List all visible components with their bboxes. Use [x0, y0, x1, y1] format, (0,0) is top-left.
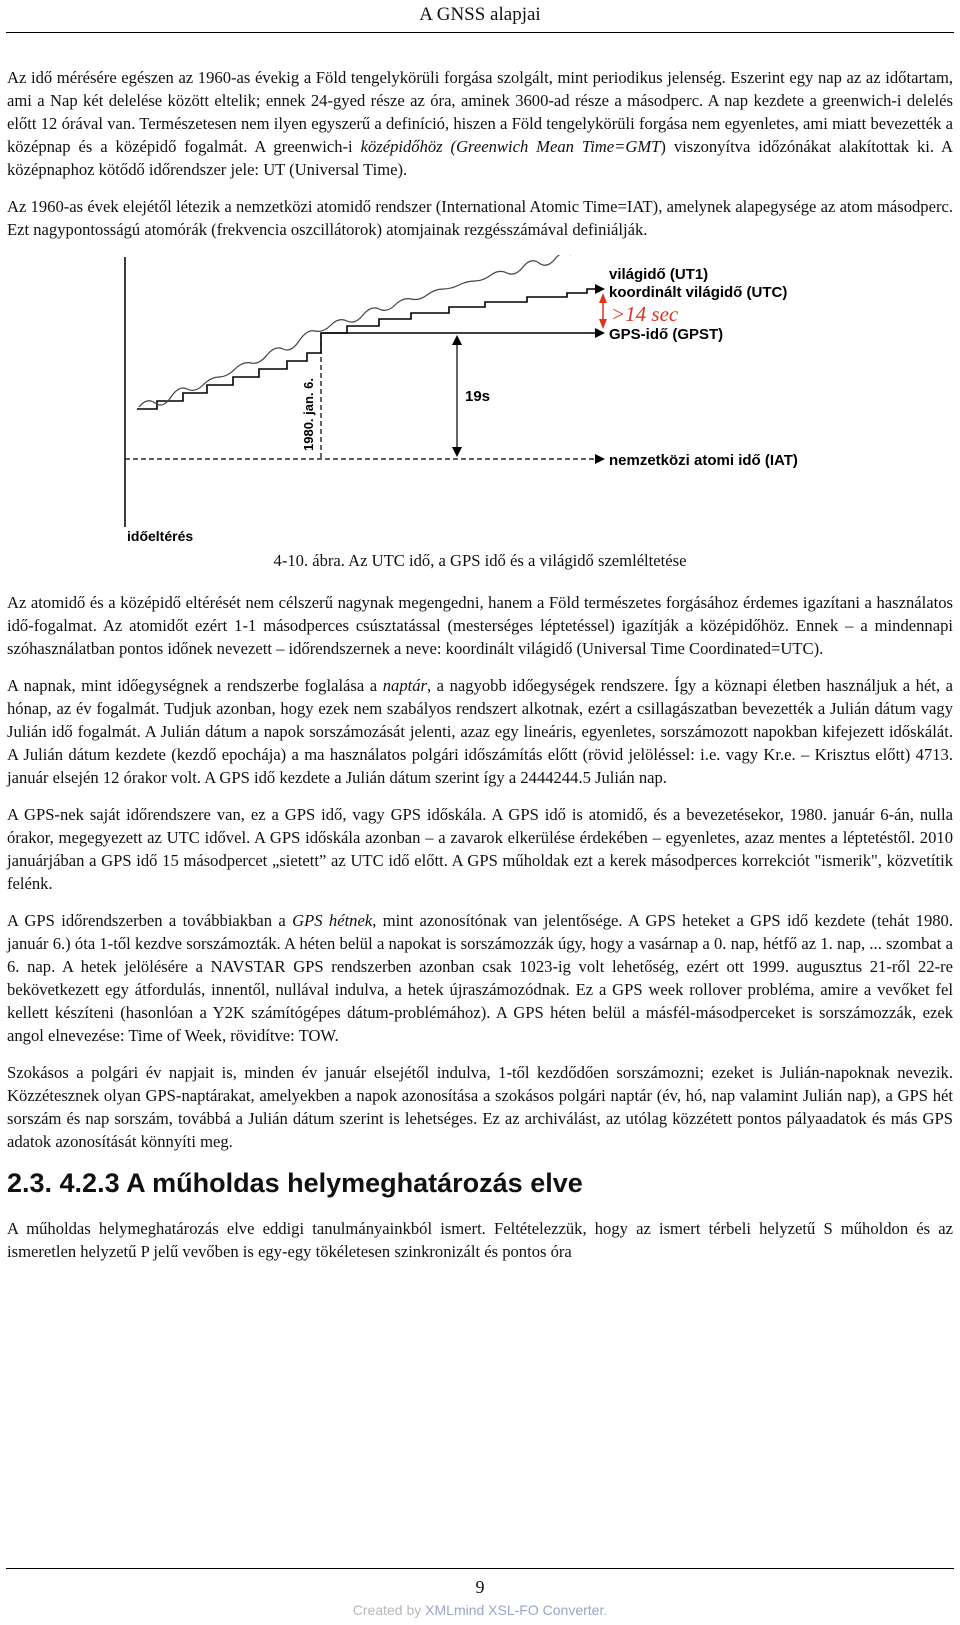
- paragraph-gps-week: [7, 909, 953, 1047]
- footer-rule: [6, 1568, 954, 1569]
- page-number: 9: [475, 1577, 485, 1597]
- label-iat: nemzetközi atomi idő (IAT): [609, 452, 798, 469]
- text-run: Az idő mérésére egészen az 1960-as évekig a Föld tengelykörüli forgása szolgált, mint periodikus jelenség. Eszerint egy nap az az időtartam, ami a Nap két delelése között eltelik; ennek 24-gyed része az óra, aminek 3600-ad része a másodperc. A nap kezdete a greenwich-i delelés előtt 12 órával van. Természetesen nem ilyen egyszerű a definíció, hiszen a Föld tengelykörüli forgása nem egyenletes, ami miatt bevezették a középnap és a középidő fogalmát. A greenwich-i: [7, 68, 953, 156]
- paragraph-time-history: [7, 66, 953, 181]
- italic-term-gmt: középidőhöz (Greenwich Mean Time=GMT: [360, 137, 661, 156]
- gpst-arrow-icon: [595, 328, 605, 338]
- creator-credit[interactable]: [0, 1602, 960, 1618]
- creator-text: Created by: [352, 1602, 426, 1618]
- diff-down-arrow-icon: [599, 319, 607, 329]
- utc-arrow-icon: [595, 284, 605, 294]
- paragraph-atomic-time: Az 1960-as évek elejétől létezik a nemzetközi atomidő rendszer (International Atomic Time=IAT), amelynek alapegysége az atom másodperc. Ezt nagypontosságú atomórák (frekvencia oszcillátorok) atomjainak rezgésszámával definiálják.: [7, 197, 953, 239]
- paragraph-julian: [7, 674, 953, 789]
- iat-arrow-icon: [595, 454, 605, 464]
- text-run: , mint azonosítónak van jelentősége. A GPS heteket a GPS idő kezdete (tehát 1980. január 6.) óta 1-től kezdve sorszámozták. A héten belül a napokat is sorszámozzák úgy, hogy a vasárnap a 0. nap, hétfő az 1. nap, ... szombat a 6. nap. A hetek jelölésére a NAVSTAR GPS rendszerben azonban csak 1023-ig volt lehetőség, ezért ott 1999. augusztus 21-ről 22-re bekövetkezett egy átfordulás, innentől, nullával indulva, a hetek újraszámozódnak. Ez a GPS week rollover probléma, amire a vevőket fel kellett készíteni (hasonlóan a Y2K számítógépes dátum-problémához). A GPS héten belül a másfél-másodperceket is sorszámozzák, ezek angol elnevezése: Time of Week, rövidítve: TOW.: [7, 911, 954, 1045]
- label-gpst: GPS-idő (GPST): [609, 326, 724, 343]
- paragraph-gps-time: A GPS-nek saját időrendszere van, ez a GPS idő, vagy GPS időskála. A GPS idő is atomidő, és a bevezetésekor, 1980. január 6-án, nulla órakor, megegyezett az UTC idővel. A GPS időskála azonban – a zavarok elkerülése érdekében – egyenletes, azaz mentes a léptetéstől. 2010 januárjában a GPS idő 15 másodpercet „sietett” az UTC idő előtt. A GPS műholdak ezt a kerek másodperces korrekciót "ismerik", közvetítik felénk.: [7, 805, 953, 893]
- paragraph-positioning: A műholdas helymeghatározás elve eddigi tanulmányainkból ismert. Feltételezzük, hogy az ismert térbeli helyzetű S műholdon és az ismeretlen helyzetű P jelű vevőben is egy-egy tökéletesen szinkronizált és pontos óra: [7, 1219, 953, 1261]
- text-run: A GPS időrendszerben a továbbiakban a: [7, 911, 293, 930]
- creator-brand-link[interactable]: XMLmind XSL-FO Converter: [425, 1602, 604, 1618]
- italic-term-naptar: naptár: [382, 676, 427, 695]
- down-arrow-icon: [452, 447, 462, 457]
- ut1-wavy-line: [139, 255, 571, 407]
- text-run: ) viszonyítva időzónákat alakítottak ki. A középnaphoz kötődő időrendszer jele: UT (Universal Time).: [7, 137, 953, 179]
- paragraph-utc: Az atomidő és a középidő eltérését nem célszerű nagynak megengedni, hanem a Föld természetes forgásához érdemes igazítani a használatos idő-fogalmat. Az atomidőt ezért 1-1 másodperces csúsztatással (mesterséges léptetéssel) igazítják a középidőhöz. Ennek – a mindennapi szóhasználatban pontos időnek nevezett – időrendszernek a neve: koordinált világidő (Universal Time Coordinated=UTC).: [7, 593, 953, 658]
- label-axis: időeltérés: [127, 528, 194, 544]
- time-scale-diagram: [7, 255, 947, 545]
- label-19s: 19s: [465, 388, 491, 405]
- paragraph-calendar: Szokásos a polgári év napjait is, minden év január elsejétől indulva, 1-től kezdődően sorszámozni; ezeket is Julián-napoknak nevezik. Közzétesznek olyan GPS-naptárakat, amelyekben a napok azonosítása a szokásos polgári naptár (év, hó, nap valamint Julián nap), a GPS hét sorszám és nap sorszám, továbbá a Julián dátum szerint is lehetséges. Ez az archiválást, az utólag közzétett pontos pályaadatok és más GPS adatok azonosítását könnyíti meg.: [7, 1063, 953, 1151]
- diff-up-arrow-icon: [599, 293, 607, 303]
- label-diff: >14 sec: [611, 302, 679, 326]
- utc-step-line: [137, 289, 595, 409]
- up-arrow-icon: [452, 335, 462, 345]
- header-rule: [6, 32, 954, 33]
- label-epoch-date: 1980. jan. 6.: [301, 378, 316, 451]
- figure-caption: 4-10. ábra. Az UTC idő, a GPS idő és a világidő szemléltetése: [273, 551, 687, 570]
- section-heading: 2.3. 4.2.3 A műholdas helymeghatározás elve: [7, 1168, 583, 1198]
- figure-time-scales: [7, 255, 947, 545]
- creator-dot: .: [603, 1602, 608, 1618]
- label-ut1: világidő (UT1): [609, 266, 709, 283]
- text-run: , a nagyobb időegységek rendszere. Így a köznapi életben használjuk a hét, a hónap, az év fogalmát. Tudjuk azonban, hogy ezek nem szabályos rendszert alkotnak, ezért a csillagászatban bevezették a Julián dátum vagy Julián idő fogalmát. A Julián dátum a napok sorszámozását jelenti, azaz egy lineáris, egyenletes, sorszámozott napokban kifejezett időskálát. A Julián dátum kezdete (kezdő epochája) a ma használatos polgári időszámítás előtt (rövid jelöléssel: i.e. vagy Kr.e. – Krisztus előtt) 4713. január elsején 12 órakor volt. A GPS idő kezdete a Julián dátum szerint így a 2444244.5 Julián nap.: [7, 676, 953, 787]
- text-run: A napnak, mint időegységnek a rendszerbe foglalása a: [7, 676, 383, 695]
- running-header: A GNSS alapjai: [419, 4, 541, 25]
- label-utc: koordinált világidő (UTC): [609, 284, 788, 301]
- main-content: [7, 66, 953, 1277]
- italic-term-gps-week: GPS hétnek: [292, 911, 373, 930]
